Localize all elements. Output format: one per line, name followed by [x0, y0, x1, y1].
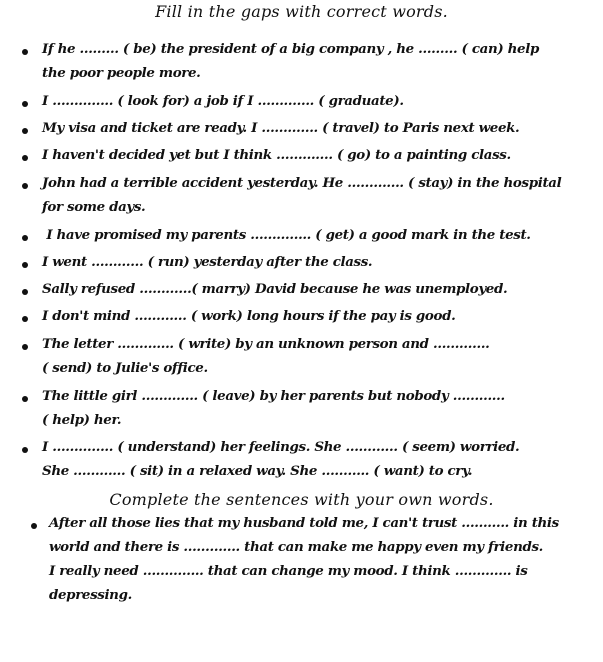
item-text-line: ( send) to Julie's office.	[42, 360, 208, 376]
bullet-icon	[22, 155, 28, 161]
item-text-line: I ………….. ( look for) a job if I …………. ( graduate).	[42, 93, 404, 109]
item-text-line: My visa and ticket are ready. I …………. ( travel) to Paris next week.	[42, 120, 520, 136]
item-text-line: for some days.	[42, 199, 146, 215]
item-text-line: Sally refused …………( marry) David because he was unemployed.	[42, 281, 508, 297]
bullet-icon	[22, 128, 28, 134]
bullet-icon	[22, 235, 28, 241]
item-text-line: The letter …………. ( write) by an unknown person and ………….	[42, 336, 490, 352]
item-text-line: ( help) her.	[42, 412, 122, 428]
item-text-line: depressing.	[49, 587, 132, 603]
item-text-line: She ………… ( sit) in a relaxed way. She ……….. ( want) to cry.	[42, 463, 473, 479]
item-text-line: The little girl …………. ( leave) by her parents but nobody …………	[42, 388, 505, 404]
item-text-line: I don't mind ………… ( work) long hours if the pay is good.	[42, 308, 456, 324]
bullet-icon	[22, 262, 28, 268]
bullet-icon	[22, 289, 28, 295]
bullet-icon	[22, 447, 28, 453]
bullet-icon	[22, 101, 28, 107]
item-text-line: After all those lies that my husband told me, I can't trust ……….. in this	[49, 515, 559, 531]
item-text-line: John had a terrible accident yesterday. He …………. ( stay) in the hospital	[42, 175, 562, 191]
item-text-line: I went ………… ( run) yesterday after the class.	[42, 254, 373, 270]
item-text-line: I really need ………….. that can change my mood. I think …………. is	[49, 563, 528, 579]
bullet-icon	[22, 396, 28, 402]
item-text-line: I haven't decided yet but I think …………. ( go) to a painting class.	[42, 147, 511, 163]
item-text-line: I ………….. ( understand) her feelings. She ………… ( seem) worried.	[42, 439, 520, 455]
item-text-line: the poor people more.	[42, 65, 201, 81]
section-heading-complete-sentences: Complete the sentences with your own words.	[109, 490, 494, 509]
item-text-line: world and there is …………. that can make me happy even my friends.	[49, 539, 543, 555]
item-text-line: If he ……… ( be) the president of a big company , he ……… ( can) help	[42, 41, 539, 57]
section-heading-fill-gaps: Fill in the gaps with correct words.	[155, 2, 448, 21]
item-text-line: I have promised my parents ………….. ( get) a good mark in the test.	[42, 227, 531, 243]
bullet-icon	[22, 49, 28, 55]
bullet-icon	[22, 316, 28, 322]
bullet-icon	[22, 344, 28, 350]
bullet-icon	[22, 183, 28, 189]
bullet-icon	[31, 523, 37, 529]
